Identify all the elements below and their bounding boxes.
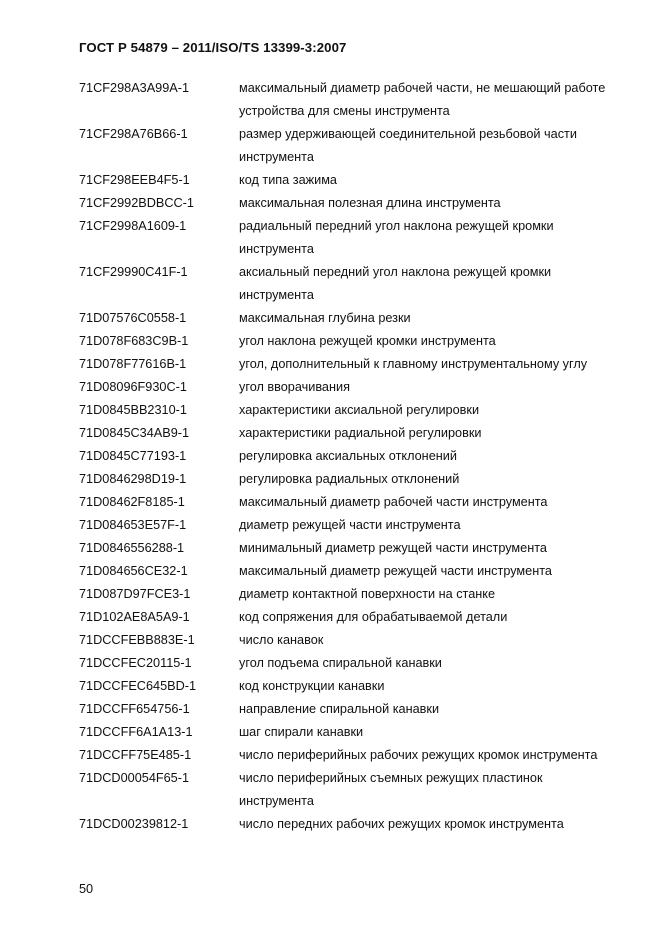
- term-entry: [79, 813, 619, 836]
- term-description: угол наклона режущей кромки инструмента: [239, 334, 496, 348]
- term-code: 71DCCFF6A1A13-1: [79, 725, 193, 739]
- term-code: 71D078F683C9B-1: [79, 334, 189, 348]
- term-description: максимальный диаметр рабочей части, не мешающий работе устройства для смены инструмента: [239, 81, 606, 118]
- term-description: код сопряжения для обрабатываемой детали: [239, 610, 508, 624]
- term-code: 71CF298A3A99A-1: [79, 81, 190, 95]
- term-entry: [79, 675, 619, 698]
- term-description: код конструкции канавки: [239, 679, 385, 693]
- term-description: размер удерживающей соединительной резьбовой части инструмента: [239, 127, 577, 164]
- term-description: регулировка аксиальных отклонений: [239, 449, 457, 463]
- term-code: 71D078F77616B-1: [79, 357, 187, 371]
- term-entry: [79, 445, 619, 468]
- term-code: 71D102AE8A5A9-1: [79, 610, 190, 624]
- term-code: 71CF298A76B66-1: [79, 127, 188, 141]
- term-description: число передних рабочих режущих кромок инструмента: [239, 817, 564, 831]
- term-entry: [79, 652, 619, 675]
- term-description: число периферийных съемных режущих пластинок инструмента: [239, 771, 543, 808]
- term-entry: [79, 514, 619, 537]
- term-entry: [79, 307, 619, 330]
- page-number: 50: [79, 882, 94, 896]
- term-code: 71D08096F930C-1: [79, 380, 187, 394]
- term-entry: [79, 330, 619, 353]
- term-code: 71DCD00054F65-1: [79, 771, 190, 785]
- term-code: 71D087D97FCE3-1: [79, 587, 191, 601]
- term-entry: [79, 721, 619, 744]
- term-description: направление спиральной канавки: [239, 702, 440, 716]
- term-code: 71D084656CE32-1: [79, 564, 188, 578]
- term-code: 71CF29990C41F-1: [79, 265, 188, 279]
- term-entry: [79, 560, 619, 583]
- document-header: ГОСТ Р 54879 – 2011/ISO/TS 13399-3:2007: [79, 40, 347, 55]
- term-description: шаг спирали канавки: [239, 725, 364, 739]
- term-code: 71CF298EEB4F5-1: [79, 173, 190, 187]
- term-entry: [79, 215, 619, 261]
- term-entry: [79, 468, 619, 491]
- term-code: 71DCCFEC20115-1: [79, 656, 192, 670]
- term-description: регулировка радиальных отклонений: [239, 472, 460, 486]
- term-description: число периферийных рабочих режущих кромок инструмента: [239, 748, 598, 762]
- term-code: 71DCCFF75E485-1: [79, 748, 192, 762]
- term-entry: [79, 399, 619, 422]
- term-description: максимальная глубина резки: [239, 311, 411, 325]
- term-description: диаметр режущей части инструмента: [239, 518, 461, 532]
- term-description: угол подъема спиральной канавки: [239, 656, 442, 670]
- term-description: диаметр контактной поверхности на станке: [239, 587, 496, 601]
- term-code: 71D0845C34AB9-1: [79, 426, 190, 440]
- term-code: 71CF2998A1609-1: [79, 219, 187, 233]
- term-description: характеристики аксиальной регулировки: [239, 403, 480, 417]
- term-code: 71CF2992BDBCC-1: [79, 196, 194, 210]
- term-code: 71DCCFF654756-1: [79, 702, 190, 716]
- term-description: максимальный диаметр режущей части инструмента: [239, 564, 552, 578]
- term-code: 71D0846298D19-1: [79, 472, 187, 486]
- term-code: 71DCCFEC645BD-1: [79, 679, 197, 693]
- term-entry: [79, 261, 619, 307]
- term-entry: [79, 422, 619, 445]
- term-entry: [79, 123, 619, 169]
- term-description: минимальный диаметр режущей части инструмента: [239, 541, 547, 555]
- term-description: характеристики радиальной регулировки: [239, 426, 482, 440]
- term-entry: [79, 583, 619, 606]
- term-description: угол вворачивания: [239, 380, 350, 394]
- term-code: 71D08462F8185-1: [79, 495, 185, 509]
- term-list: [79, 77, 619, 836]
- term-code: 71D07576C0558-1: [79, 311, 187, 325]
- term-entry: [79, 192, 619, 215]
- term-description: код типа зажима: [239, 173, 337, 187]
- term-entry: [79, 169, 619, 192]
- term-description: число канавок: [239, 633, 324, 647]
- term-entry: [79, 491, 619, 514]
- term-description: максимальная полезная длина инструмента: [239, 196, 501, 210]
- term-code: 71D0845BB2310-1: [79, 403, 187, 417]
- term-entry: [79, 767, 619, 813]
- term-code: 71D0845C77193-1: [79, 449, 187, 463]
- term-code: 71DCD00239812-1: [79, 817, 189, 831]
- term-description: максимальный диаметр рабочей части инструмента: [239, 495, 548, 509]
- term-code: 71D084653E57F-1: [79, 518, 187, 532]
- term-entry: [79, 606, 619, 629]
- term-entry: [79, 376, 619, 399]
- term-description: радиальный передний угол наклона режущей кромки инструмента: [239, 219, 554, 256]
- term-entry: [79, 77, 619, 123]
- term-entry: [79, 698, 619, 721]
- term-code: 71D0846556288-1: [79, 541, 185, 555]
- term-description: аксиальный передний угол наклона режущей кромки инструмента: [239, 265, 552, 302]
- term-entry: [79, 744, 619, 767]
- term-entry: [79, 629, 619, 652]
- term-description: угол, дополнительный к главному инструментальному углу: [239, 357, 588, 371]
- term-entry: [79, 353, 619, 376]
- term-entry: [79, 537, 619, 560]
- term-code: 71DCCFEBB883E-1: [79, 633, 195, 647]
